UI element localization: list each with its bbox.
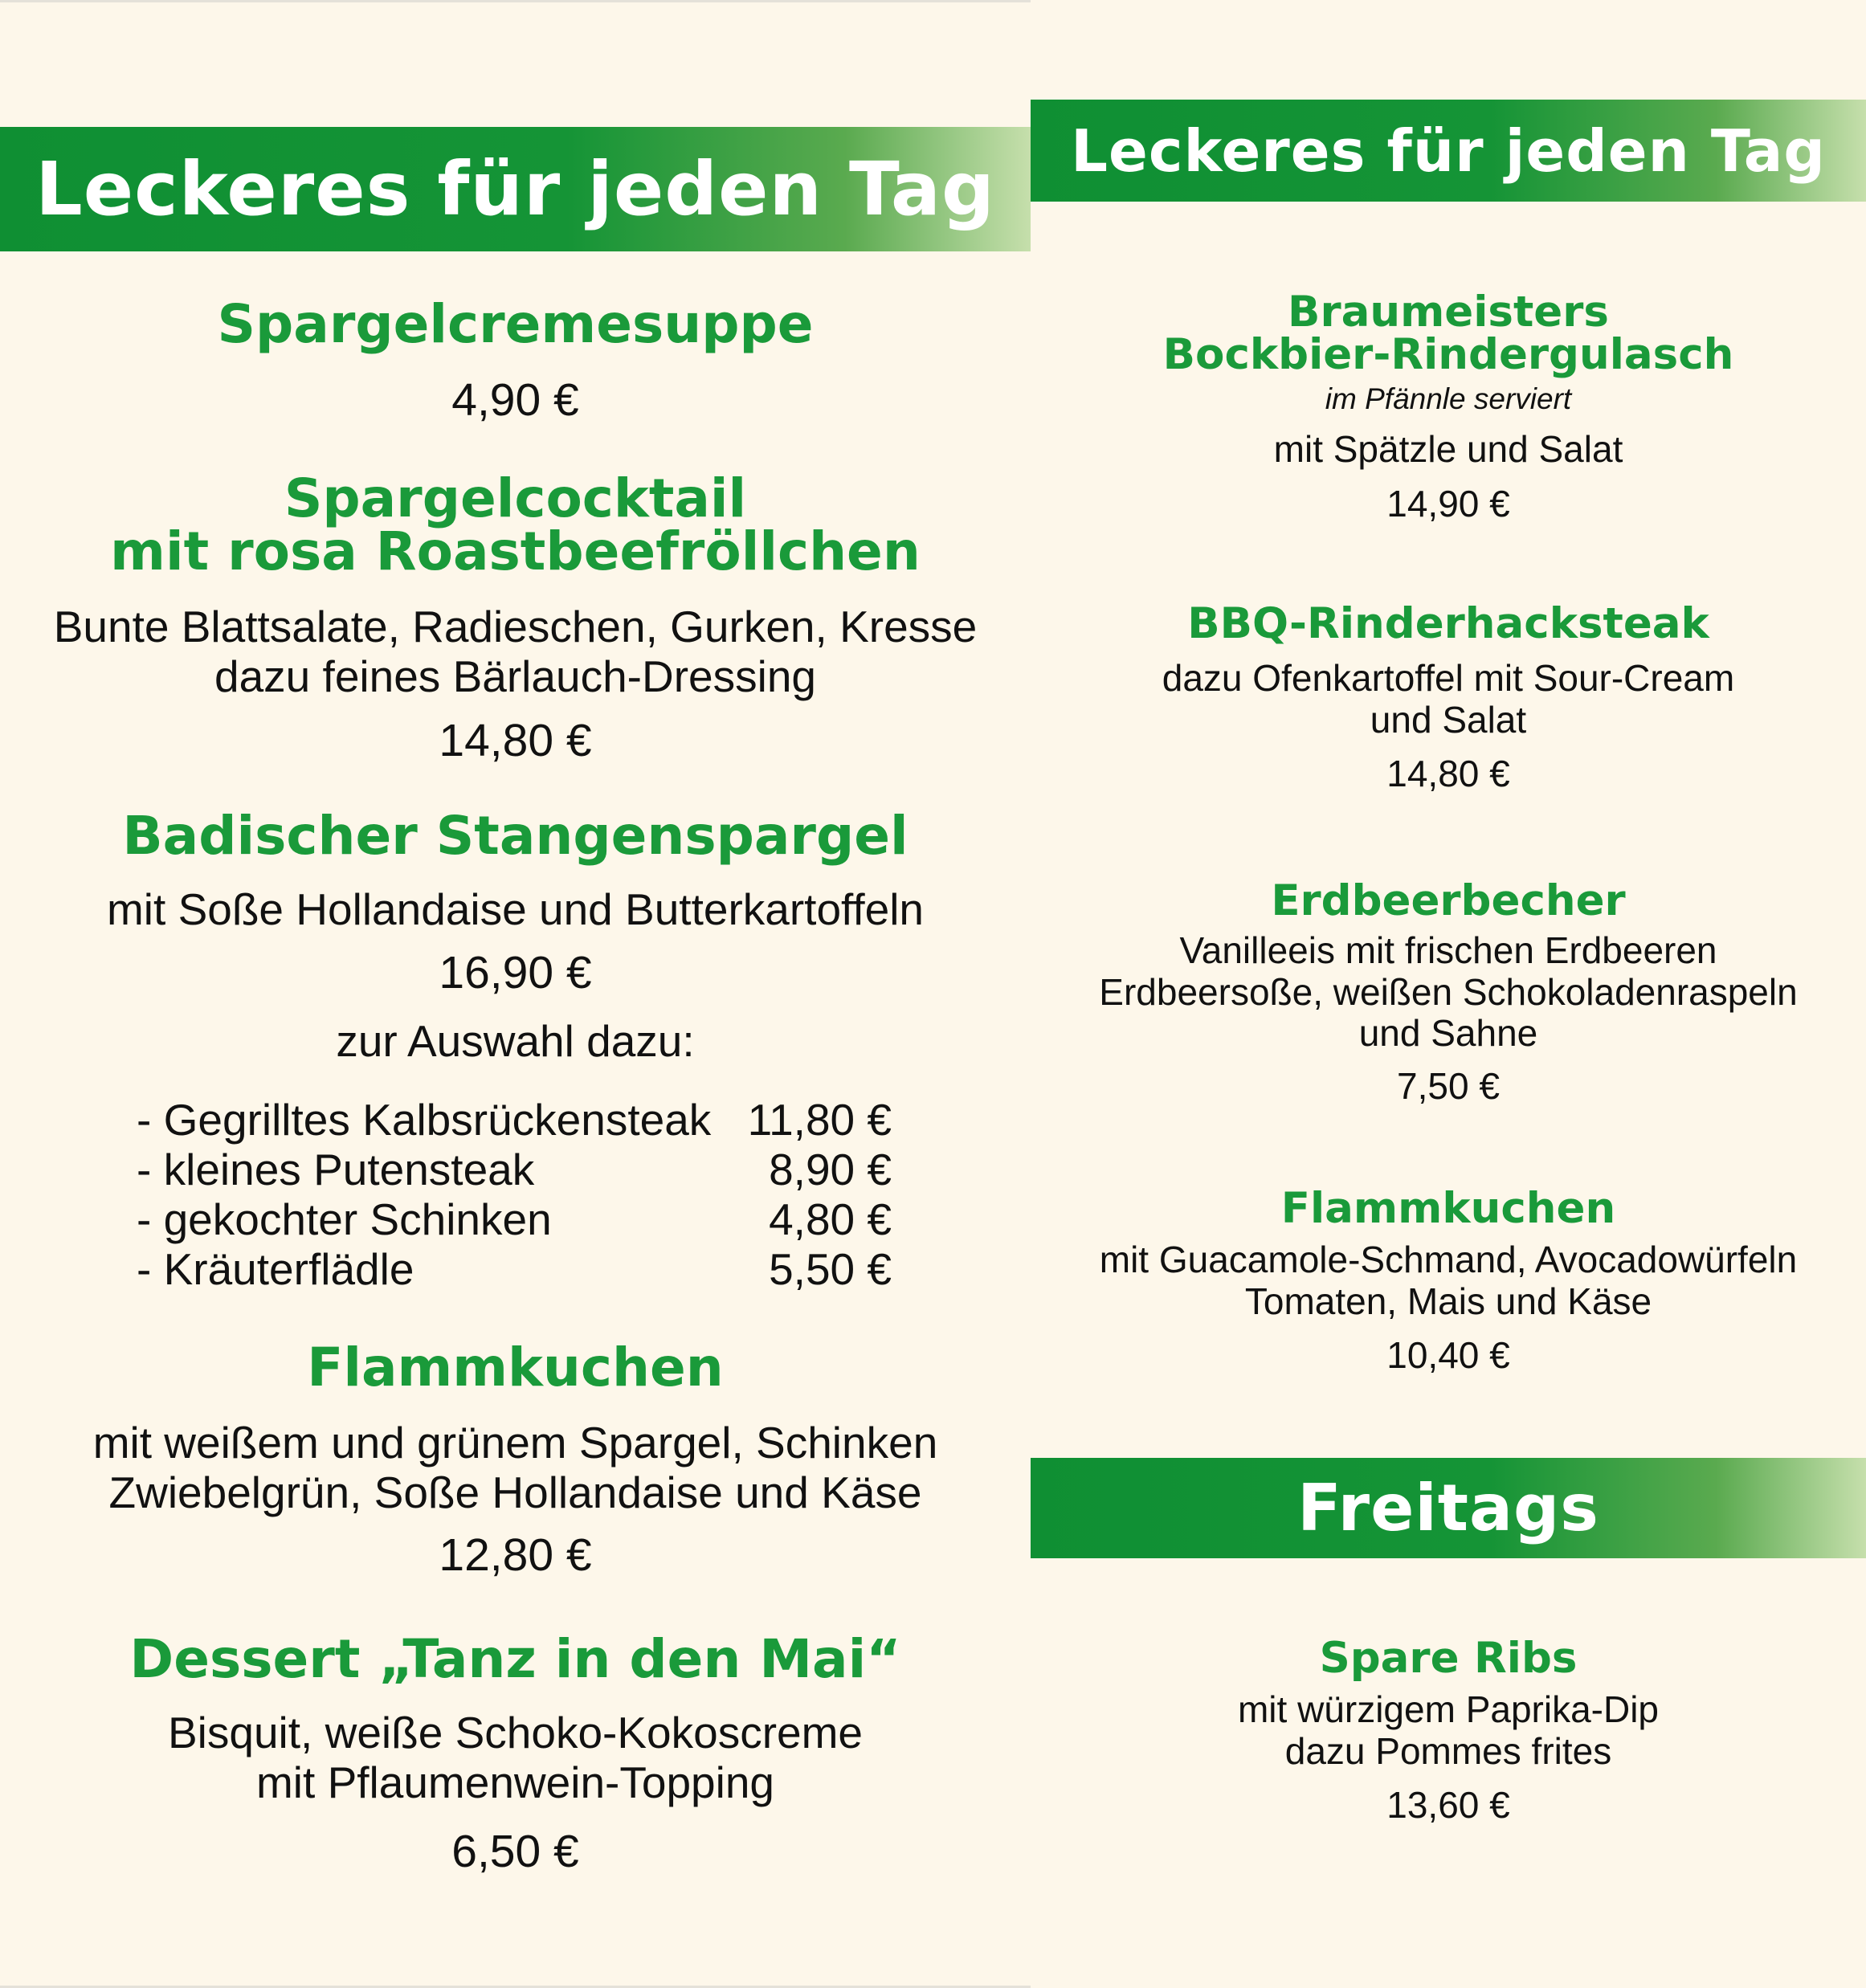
item-title-line: Braumeisters — [1288, 288, 1609, 337]
item-desc-line: Vanilleeis mit frischen Erdbeeren — [1179, 929, 1717, 971]
item-price: 4,90 € — [451, 374, 579, 426]
item-desc-line: Bisquit, weiße Schoko-Kokoscreme — [167, 1708, 864, 1757]
item-desc-line: und Sahne — [1358, 1012, 1538, 1055]
extra-row — [137, 1194, 892, 1244]
extra-row — [137, 1244, 892, 1294]
item-desc-line: Tomaten, Mais und Käse — [1244, 1280, 1652, 1322]
menu-item-flammkuchen-guacamole — [1031, 1184, 1866, 1377]
extra-name: - gekochter Schinken — [137, 1194, 552, 1244]
item-note: im Pfännle serviert — [1325, 382, 1572, 415]
menu-item-rindergulasch — [1031, 288, 1866, 525]
extra-row — [137, 1145, 892, 1194]
item-title: Flammkuchen — [307, 1337, 724, 1398]
menu-item-spargelcocktail — [0, 467, 1031, 767]
right-section-banner: Leckeres für jeden Tag — [1031, 100, 1866, 202]
item-title: Erdbeerbecher — [1271, 876, 1626, 925]
item-desc-line: mit Guacamole-Schmand, Avocadowürfeln — [1099, 1239, 1798, 1280]
menu-item-flammkuchen — [0, 1337, 1031, 1582]
item-desc: mit Spätzle und Salat — [1273, 428, 1623, 470]
item-desc-line: mit weißem und grünem Spargel, Schinken — [92, 1418, 938, 1468]
item-desc: mit Soße Hollandaise und Butterkartoffeln — [106, 884, 925, 934]
extra-row — [137, 1095, 892, 1145]
item-desc-line: Zwiebelgrün, Soße Hollandaise und Käse — [108, 1467, 922, 1517]
extra-name: - Gegrilltes Kalbsrückensteak — [137, 1095, 712, 1145]
item-desc-line: Erdbeersoße, weißen Schokoladenraspeln — [1099, 970, 1798, 1013]
item-desc-line: dazu feines Bärlauch-Dressing — [214, 651, 816, 701]
extra-price: 8,90 € — [769, 1145, 892, 1194]
item-price: 14,90 € — [1386, 482, 1510, 525]
extra-name: - kleines Putensteak — [137, 1145, 535, 1194]
item-title: Dessert „Tanz in den Mai“ — [129, 1628, 901, 1690]
menu-item-bbq-rinderhacksteak — [1031, 599, 1866, 795]
item-desc-line: dazu Pommes frites — [1284, 1729, 1612, 1772]
item-price: 14,80 € — [439, 715, 592, 767]
extra-price: 11,80 € — [747, 1095, 892, 1145]
item-price: 13,60 € — [1386, 1784, 1510, 1827]
item-title-line: Bockbier-Rindergulasch — [1162, 330, 1734, 379]
left-section-banner: Leckeres für jeden Tag — [0, 127, 1031, 251]
menu-item-dessert — [0, 1628, 1031, 1878]
item-desc-line: Bunte Blattsalate, Radieschen, Gurken, Kresse — [53, 602, 978, 651]
item-title-line: mit rosa Roastbeefröllchen — [110, 520, 921, 582]
right-menu-panel — [1031, 0, 1866, 1988]
extra-price: 5,50 € — [769, 1244, 892, 1294]
item-price: 14,80 € — [1386, 753, 1510, 795]
menu-item-erdbeerbecher — [1031, 876, 1866, 1108]
item-desc-line: und Salat — [1370, 698, 1527, 741]
item-desc-line: dazu Ofenkartoffel mit Sour-Cream — [1162, 657, 1735, 699]
extras-label: zur Auswahl dazu: — [336, 1015, 695, 1066]
extra-price: 4,80 € — [769, 1194, 892, 1244]
item-price: 7,50 € — [1397, 1064, 1500, 1107]
item-title: Spare Ribs — [1319, 1634, 1578, 1683]
friday-section-banner: Freitags — [1031, 1458, 1866, 1558]
item-title: Badischer Stangenspargel — [122, 805, 909, 867]
item-title: Flammkuchen — [1280, 1184, 1616, 1233]
item-price: 6,50 € — [451, 1826, 579, 1878]
item-title: Spargelcremesuppe — [217, 293, 814, 355]
extras-list — [137, 1095, 892, 1294]
item-desc-line: mit würzigem Paprika-Dip — [1237, 1688, 1659, 1730]
item-price: 10,40 € — [1386, 1334, 1510, 1377]
menu-item-spargelcremesuppe — [0, 293, 1031, 427]
menu-item-spare-ribs — [1031, 1634, 1866, 1827]
item-desc-line: mit Pflaumenwein-Topping — [255, 1757, 775, 1807]
extra-name: - Kräuterflädle — [137, 1244, 414, 1294]
item-price: 12,80 € — [439, 1529, 592, 1582]
menu-item-stangenspargel — [0, 805, 1031, 1066]
item-title-line: Spargelcocktail — [284, 467, 747, 529]
item-title: BBQ-Rinderhacksteak — [1187, 599, 1709, 648]
item-price: 16,90 € — [439, 946, 592, 998]
